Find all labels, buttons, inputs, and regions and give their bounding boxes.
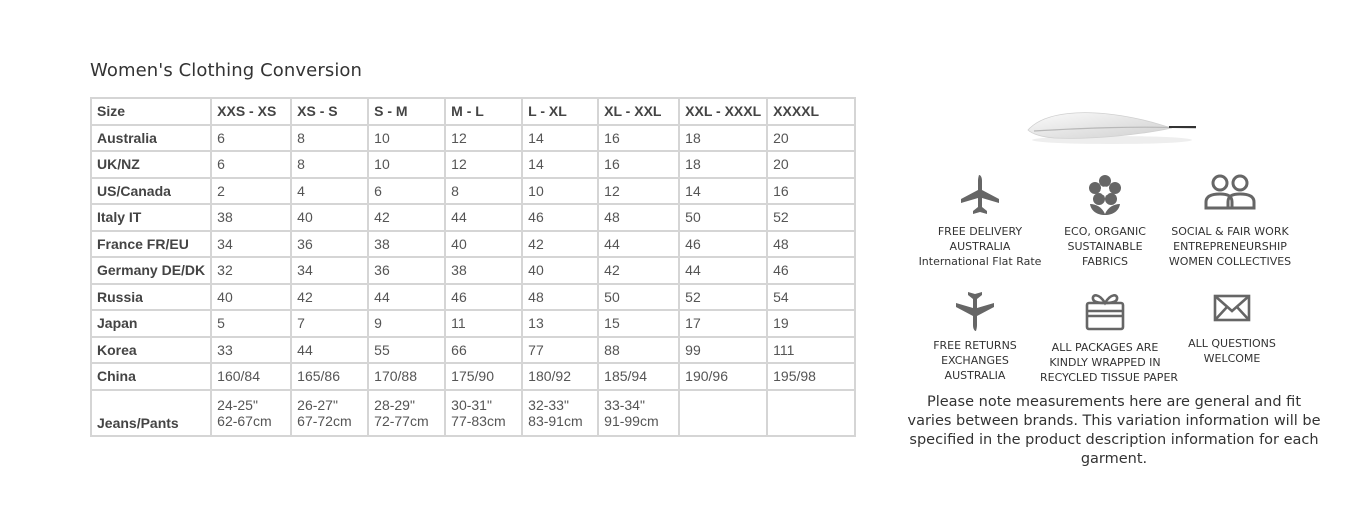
feature-text-line: EXCHANGES — [941, 354, 1009, 367]
table-cell: 6 — [211, 125, 291, 152]
feature-text-line: FABRICS — [1082, 255, 1128, 268]
cell-line: 33-34" — [604, 396, 645, 413]
cell-line: 30-31" — [451, 396, 492, 413]
table-cell: 38 — [211, 204, 291, 231]
feature-item — [1167, 290, 1297, 366]
feature-text-line: AUSTRALIA — [944, 369, 1006, 382]
table-cell: 44 — [679, 257, 767, 284]
table-cell: 50 — [679, 204, 767, 231]
table-cell: 160/84 — [211, 363, 291, 390]
table-cell: 18 — [679, 151, 767, 178]
table-cell: 20 — [767, 125, 855, 152]
table-cell: 77 — [522, 337, 598, 364]
table-cell: 66 — [445, 337, 522, 364]
table-cell: 16 — [598, 125, 679, 152]
table-cell: 195/98 — [767, 363, 855, 390]
table-cell: 44 — [291, 337, 368, 364]
table-cell — [679, 390, 767, 436]
table-cell: 40 — [445, 231, 522, 258]
size-column-header-cell: XXS - XS — [211, 98, 291, 125]
table-cell: 19 — [767, 310, 855, 337]
table-cell — [598, 390, 679, 436]
feature-text — [1165, 224, 1295, 269]
table-cell: 34 — [291, 257, 368, 284]
flower-icon — [1083, 172, 1127, 216]
size-column-header-cell: S - M — [368, 98, 445, 125]
feature-item — [1165, 172, 1295, 269]
measurement-note: Please note measurements here are general and fit varies between brands. This variation information will be specified in the product description information for each garment. — [907, 394, 1321, 467]
feature-text — [1040, 340, 1179, 385]
table-cell: 52 — [679, 284, 767, 311]
cell-line: 24-25" — [217, 396, 258, 413]
feature-item — [1040, 290, 1179, 385]
table-row — [91, 284, 855, 311]
table-row — [91, 151, 855, 178]
table-cell: 20 — [767, 151, 855, 178]
table-cell: 6 — [211, 151, 291, 178]
table-cell: 14 — [679, 178, 767, 205]
feature-text-line: ENTREPRENEURSHIP — [1173, 240, 1287, 253]
table-cell: 99 — [679, 337, 767, 364]
cell-line: 91-99cm — [604, 412, 659, 429]
row-label: Jeans/Pants — [91, 390, 211, 436]
feature-item — [910, 290, 1040, 383]
table-cell: 12 — [445, 125, 522, 152]
feature-text — [1167, 336, 1297, 366]
people-icon — [1202, 172, 1258, 212]
table-cell: 8 — [291, 125, 368, 152]
table-cell: 9 — [368, 310, 445, 337]
table-cell: 88 — [598, 337, 679, 364]
table-cell: 14 — [522, 151, 598, 178]
table-cell: 18 — [679, 125, 767, 152]
table-cell: 170/88 — [368, 363, 445, 390]
table-cell: 32 — [211, 257, 291, 284]
size-column-header-cell: XXL - XXXL — [679, 98, 767, 125]
table-cell: 50 — [598, 284, 679, 311]
row-label: Russia — [91, 284, 211, 311]
table-cell: 10 — [522, 178, 598, 205]
cell-line: 26-27" — [297, 396, 338, 413]
table-cell: 40 — [211, 284, 291, 311]
table-cell: 16 — [598, 151, 679, 178]
table-cell: 12 — [445, 151, 522, 178]
size-column-header-cell: M - L — [445, 98, 522, 125]
feature-text-line: WOMEN COLLECTIVES — [1168, 255, 1292, 268]
page-title: Women's Clothing Conversion — [90, 60, 363, 81]
table-row — [91, 337, 855, 364]
feature-text-line: ALL PACKAGES ARE — [1051, 341, 1159, 354]
table-cell: 10 — [368, 151, 445, 178]
table-cell: 42 — [291, 284, 368, 311]
table-cell: 14 — [522, 125, 598, 152]
table-cell: 185/94 — [598, 363, 679, 390]
table-cell: 8 — [445, 178, 522, 205]
row-label: Italy IT — [91, 204, 211, 231]
table-cell: 16 — [767, 178, 855, 205]
table-cell: 42 — [598, 257, 679, 284]
table-cell: 40 — [522, 257, 598, 284]
table-cell: 36 — [291, 231, 368, 258]
cell-line: 83-91cm — [528, 412, 583, 429]
table-cell: 48 — [522, 284, 598, 311]
feature-text-line: International Flat Rate — [918, 255, 1042, 268]
returns-airplane-icon — [953, 290, 997, 334]
table-cell: 46 — [767, 257, 855, 284]
feature-item — [915, 172, 1045, 269]
table-cell: 33 — [211, 337, 291, 364]
feature-text — [910, 338, 1040, 383]
table-cell: 42 — [522, 231, 598, 258]
cell-line: 62-67cm — [217, 412, 272, 429]
feature-text-line: WELCOME — [1203, 352, 1261, 365]
size-column-header: Size — [91, 98, 211, 125]
table-row — [91, 231, 855, 258]
table-cell: 8 — [291, 151, 368, 178]
table-cell — [767, 390, 855, 436]
table-cell: 36 — [368, 257, 445, 284]
table-cell: 111 — [767, 337, 855, 364]
table-cell: 40 — [291, 204, 368, 231]
table-cell — [445, 390, 522, 436]
table-cell: 180/92 — [522, 363, 598, 390]
table-row-jeans — [91, 390, 855, 436]
table-cell: 38 — [368, 231, 445, 258]
feature-item — [1040, 172, 1170, 269]
table-row — [91, 125, 855, 152]
table-row — [91, 310, 855, 337]
cell-line: 67-72cm — [297, 412, 352, 429]
table-cell — [211, 390, 291, 436]
row-label: Germany DE/DK — [91, 257, 211, 284]
cell-line: 28-29" — [374, 396, 415, 413]
table-cell — [368, 390, 445, 436]
row-label: UK/NZ — [91, 151, 211, 178]
table-cell: 4 — [291, 178, 368, 205]
table-cell: 46 — [679, 231, 767, 258]
table-cell: 55 — [368, 337, 445, 364]
size-column-header-cell: L - XL — [522, 98, 598, 125]
cell-line: 77-83cm — [451, 412, 506, 429]
feature-text-line: AUSTRALIA — [949, 240, 1011, 253]
feature-text — [1040, 224, 1170, 269]
size-column-header-cell: XS - S — [291, 98, 368, 125]
gift-box-icon — [1083, 290, 1127, 334]
table-cell: 15 — [598, 310, 679, 337]
table-cell: 44 — [598, 231, 679, 258]
table-cell: 46 — [445, 284, 522, 311]
feature-text-line: RECYCLED TISSUE PAPER — [1040, 371, 1179, 384]
cell-line: 32-33" — [528, 396, 569, 413]
size-column-header-cell: XXXXL — [767, 98, 855, 125]
table-cell: 38 — [445, 257, 522, 284]
table-cell: 44 — [368, 284, 445, 311]
airplane-icon — [958, 172, 1002, 216]
table-cell: 10 — [368, 125, 445, 152]
row-label: US/Canada — [91, 178, 211, 205]
table-row — [91, 257, 855, 284]
row-label: Korea — [91, 337, 211, 364]
table-cell: 42 — [368, 204, 445, 231]
table-cell: 7 — [291, 310, 368, 337]
table-cell: 46 — [522, 204, 598, 231]
feature-text-line: SUSTAINABLE — [1067, 240, 1143, 253]
table-cell: 190/96 — [679, 363, 767, 390]
table-cell — [522, 390, 598, 436]
table-row — [91, 204, 855, 231]
row-label: China — [91, 363, 211, 390]
table-cell: 34 — [211, 231, 291, 258]
size-conversion-table — [90, 97, 856, 437]
feature-text-line: ALL QUESTIONS — [1188, 337, 1276, 350]
table-cell — [291, 390, 368, 436]
table-cell: 17 — [679, 310, 767, 337]
feature-text-line: FREE DELIVERY — [937, 225, 1023, 238]
table-cell: 44 — [445, 204, 522, 231]
table-cell: 6 — [368, 178, 445, 205]
table-header-row — [91, 98, 855, 125]
table-cell: 54 — [767, 284, 855, 311]
feature-text — [915, 224, 1045, 269]
size-column-header-cell: XL - XXL — [598, 98, 679, 125]
table-cell: 52 — [767, 204, 855, 231]
feature-text-line: SOCIAL & FAIR WORK — [1171, 225, 1289, 238]
table-row — [91, 363, 855, 390]
table-cell: 5 — [211, 310, 291, 337]
table-cell: 175/90 — [445, 363, 522, 390]
table-cell: 12 — [598, 178, 679, 205]
feature-text-line: FREE RETURNS — [933, 339, 1017, 352]
table-cell: 48 — [767, 231, 855, 258]
table-cell: 48 — [598, 204, 679, 231]
table-cell: 13 — [522, 310, 598, 337]
feature-text-line: KINDLY WRAPPED IN — [1049, 356, 1161, 369]
row-label: France FR/EU — [91, 231, 211, 258]
cell-line: 72-77cm — [374, 412, 429, 429]
table-cell: 11 — [445, 310, 522, 337]
row-label: Australia — [91, 125, 211, 152]
table-row — [91, 178, 855, 205]
row-label: Japan — [91, 310, 211, 337]
table-cell: 2 — [211, 178, 291, 205]
feature-text-line: ECO, ORGANIC — [1064, 225, 1146, 238]
envelope-icon — [1212, 290, 1252, 326]
table-cell: 165/86 — [291, 363, 368, 390]
feather-image — [1024, 104, 1199, 146]
